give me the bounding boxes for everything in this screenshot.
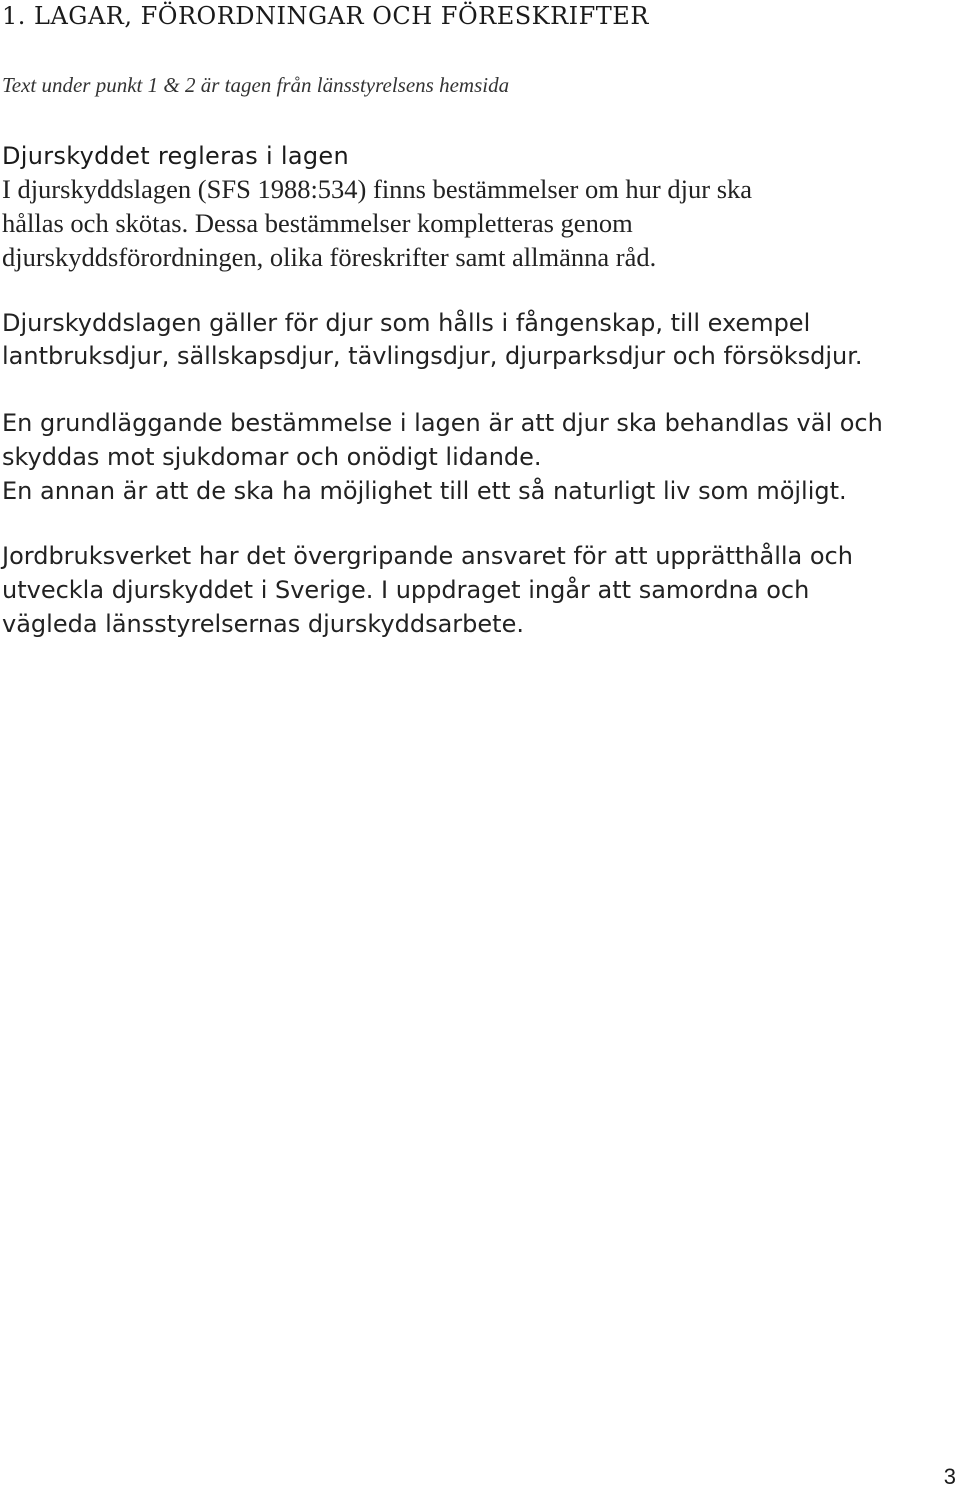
- source-note: Text under punkt 1 & 2 är tagen från länsstyrelsens hemsida: [2, 73, 510, 97]
- paragraph-line: djurskyddsförordningen, olika föreskrifter samt allmänna råd.: [2, 242, 657, 272]
- paragraph-line: skyddas mot sjukdomar och onödigt lidande.: [2, 443, 542, 471]
- paragraph-line: I djurskyddslagen (SFS 1988:534) finns bestämmelser om hur djur ska: [2, 174, 753, 204]
- paragraph-line: vägleda länsstyrelsernas djurskyddsarbete.: [2, 610, 524, 638]
- paragraph-line: hållas och skötas. Dessa bestämmelser kompletteras genom: [2, 208, 633, 238]
- paragraph-line: Jordbruksverket har det övergripande ansvaret för att upprätthålla och: [2, 542, 853, 570]
- page-title: 1. LAGAR, FÖRORDNINGAR OCH FÖRESKRIFTER: [2, 2, 649, 30]
- paragraph-line: lantbruksdjur, sällskapsdjur, tävlingsdjur, djurparksdjur och försöksdjur.: [2, 342, 863, 370]
- page-number: 3: [943, 1464, 956, 1489]
- paragraph-line: En annan är att de ska ha möjlighet till ett så naturligt liv som möjligt.: [2, 477, 847, 505]
- section-heading: Djurskyddet regleras i lagen: [2, 142, 350, 170]
- paragraph-line: utveckla djurskyddet i Sverige. I uppdraget ingår att samordna och: [2, 576, 810, 604]
- paragraph-line: En grundläggande bestämmelse i lagen är att djur ska behandlas väl och: [2, 409, 883, 437]
- paragraph-line: Djurskyddslagen gäller för djur som hålls i fångenskap, till exempel: [2, 309, 811, 337]
